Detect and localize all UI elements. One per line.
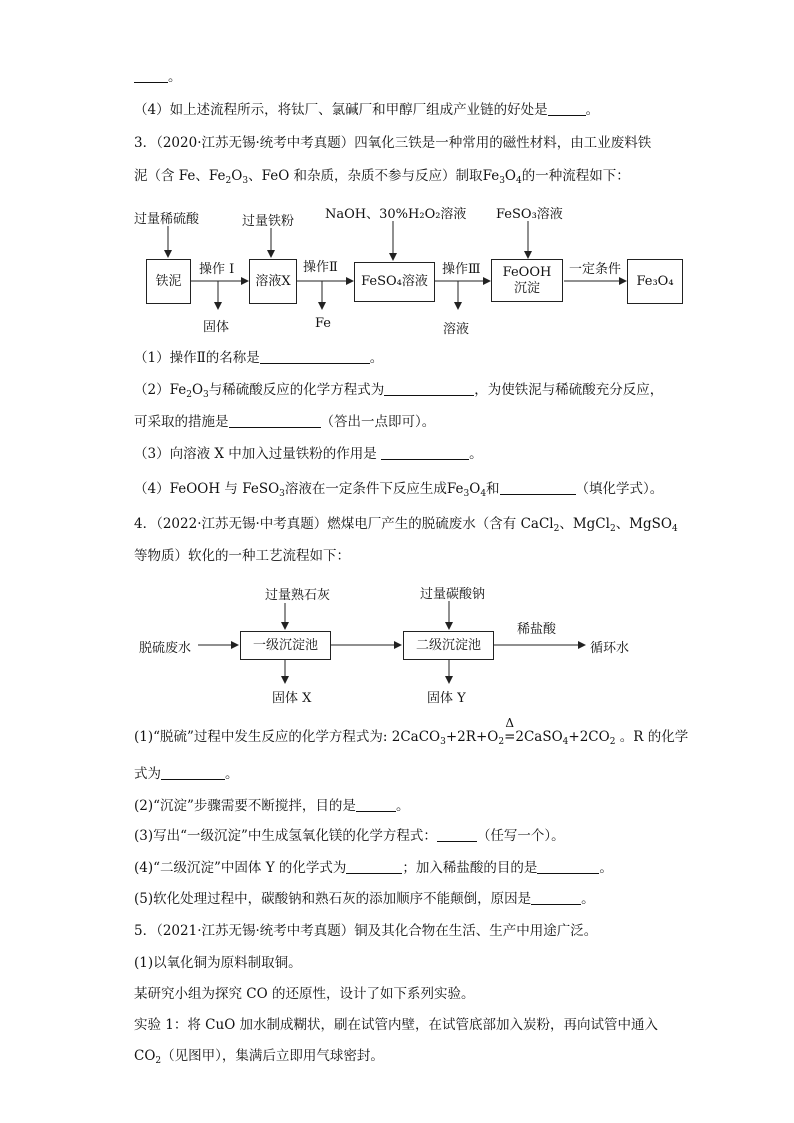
- experiment-1-cont: $CO_2$（见图甲），集满后立即用气球密封。: [134, 1048, 384, 1066]
- answer-blank[interactable]: [260, 349, 370, 364]
- box-solution-x: 溶液X: [249, 259, 297, 304]
- reagent-iron-powder: 过量铁粉: [242, 214, 295, 229]
- question-3-title: 3．（2020·江苏无锡·统考中考真题）四氧化三铁是一种常用的磁性材料，由工业废料铁: [134, 135, 652, 151]
- input-desulfurization-wastewater: 脱硫废水: [139, 641, 192, 656]
- byproduct-solid-x: 固体 X: [272, 691, 312, 706]
- question-3-title-2: 泥（含 Fe、$Fe_2O_3$、FeO 和杂质，杂质不参与反应）制取$Fe_3O_4$的一种流程如下：: [134, 168, 630, 186]
- reagent-slaked-lime: 过量熟石灰: [265, 588, 331, 603]
- operation-3-label: 操作Ⅲ: [442, 262, 481, 277]
- question-4-1: (1)“脱硫”过程中发生反应的化学方程式为: $2CaCO_3+2R+O_2$ Δ $=2CaSO_4+2CO_2$ 。R 的化学: [134, 716, 689, 747]
- answer-blank[interactable]: [346, 859, 402, 874]
- reagent-dilute-hydrochloric-acid: 稀盐酸: [517, 622, 557, 637]
- question-3-3: （3）向溶液 X 中加入过量铁粉的作用是 。: [134, 446, 483, 462]
- box-feooh-precipitate: FeOOH 沉淀: [491, 259, 563, 302]
- question-4-title: 4．（2022·江苏无锡·中考真题）燃煤电厂产生的脱硫废水（含有 CaCl$_2$、MgCl$_2$、MgSO$_4$: [134, 516, 678, 534]
- reagent-dilute-sulfuric-acid: 过量稀硫酸: [134, 212, 200, 227]
- question-5-1: (1)以氧化铜为原料制取铜。: [134, 955, 302, 971]
- condition-label: 一定条件: [569, 262, 622, 277]
- question-3-4: （4）FeOOH 与 FeSO$_3$溶液在一定条件下反应生成$Fe_3O_4$和 （填化学式）。: [134, 481, 664, 499]
- question-4-5: (5)软化处理过程中，碳酸钠和熟石灰的添加顺序不能颠倒，原因是 。: [134, 891, 595, 907]
- experiment-1: 实验 1：将 CuO 加水制成糊状，刷在试管内壁，在试管底部加入炭粉，再向试管中通入: [134, 1017, 659, 1033]
- box-fe3o4: Fe₃O₄: [627, 259, 683, 304]
- question-3-1: （1）操作Ⅱ的名称是 。: [134, 350, 384, 366]
- question-3-2-cont: 可采取的措施是 （答出一点即可）。: [134, 414, 436, 430]
- question-5-title: 5．（2021·江苏无锡·统考中考真题）铜及其化合物在生活、生产中用途广泛。: [134, 923, 598, 939]
- byproduct-solid-y: 固体 Y: [427, 691, 466, 706]
- heating-equals-sign: Δ =: [504, 716, 516, 745]
- answer-blank[interactable]: [437, 827, 477, 842]
- box-iron-mud: 铁泥: [146, 259, 191, 304]
- question-4-3: (3)写出“一级沉淀”中生成氢氧化镁的化学方程式： （任写一个）。: [134, 828, 565, 844]
- answer-line-end: 。: [134, 68, 182, 86]
- reagent-feso3: FeSO₃溶液: [496, 207, 563, 222]
- operation-2-label: 操作Ⅱ: [303, 260, 338, 275]
- question-4-title-2: 等物质）软化的一种工艺流程如下：: [134, 548, 350, 564]
- reagent-naoh-h2o2: NaOH、30%H₂O₂溶液: [325, 207, 467, 222]
- operation-1-label: 操作 I: [199, 262, 235, 277]
- question-2-4: （4）如上述流程所示，将钛厂、氯碱厂和甲醇厂组成产业链的好处是 。: [134, 102, 600, 118]
- box-secondary-settling-tank: 二级沉淀池: [403, 631, 494, 660]
- reagent-sodium-carbonate: 过量碳酸钠: [420, 587, 486, 602]
- output-recycled-water: 循环水: [590, 641, 630, 656]
- byproduct-solution: 溶液: [443, 322, 470, 337]
- box-feso4-solution: FeSO₄溶液: [354, 262, 435, 302]
- byproduct-solid: 固体: [203, 320, 230, 335]
- answer-blank[interactable]: [229, 413, 321, 428]
- answer-blank[interactable]: [537, 859, 599, 874]
- question-3-2: $(2)Fe_2O_3$与稀硫酸反应的化学方程式为 ，为使铁泥与稀硫酸充分反应，: [134, 382, 664, 400]
- answer-blank[interactable]: [500, 480, 576, 495]
- byproduct-fe: Fe: [315, 316, 332, 331]
- answer-blank[interactable]: [384, 381, 474, 396]
- box-primary-settling-tank: 一级沉淀池: [240, 631, 331, 660]
- question-5-intro: 某研究小组为探究 CO 的还原性，设计了如下系列实验。: [134, 986, 475, 1002]
- answer-blank[interactable]: [161, 765, 225, 780]
- answer-blank[interactable]: [356, 797, 396, 812]
- answer-blank[interactable]: [381, 445, 469, 460]
- answer-blank[interactable]: [531, 890, 581, 905]
- question-4-4: (4)“二级沉淀”中固体 Y 的化学式为 ；加入稀盐酸的目的是 。: [134, 860, 613, 876]
- question-4-1-cont: 式为 。: [134, 766, 239, 782]
- question-4-2: (2)“沉淀”步骤需要不断搅拌，目的是 。: [134, 798, 410, 814]
